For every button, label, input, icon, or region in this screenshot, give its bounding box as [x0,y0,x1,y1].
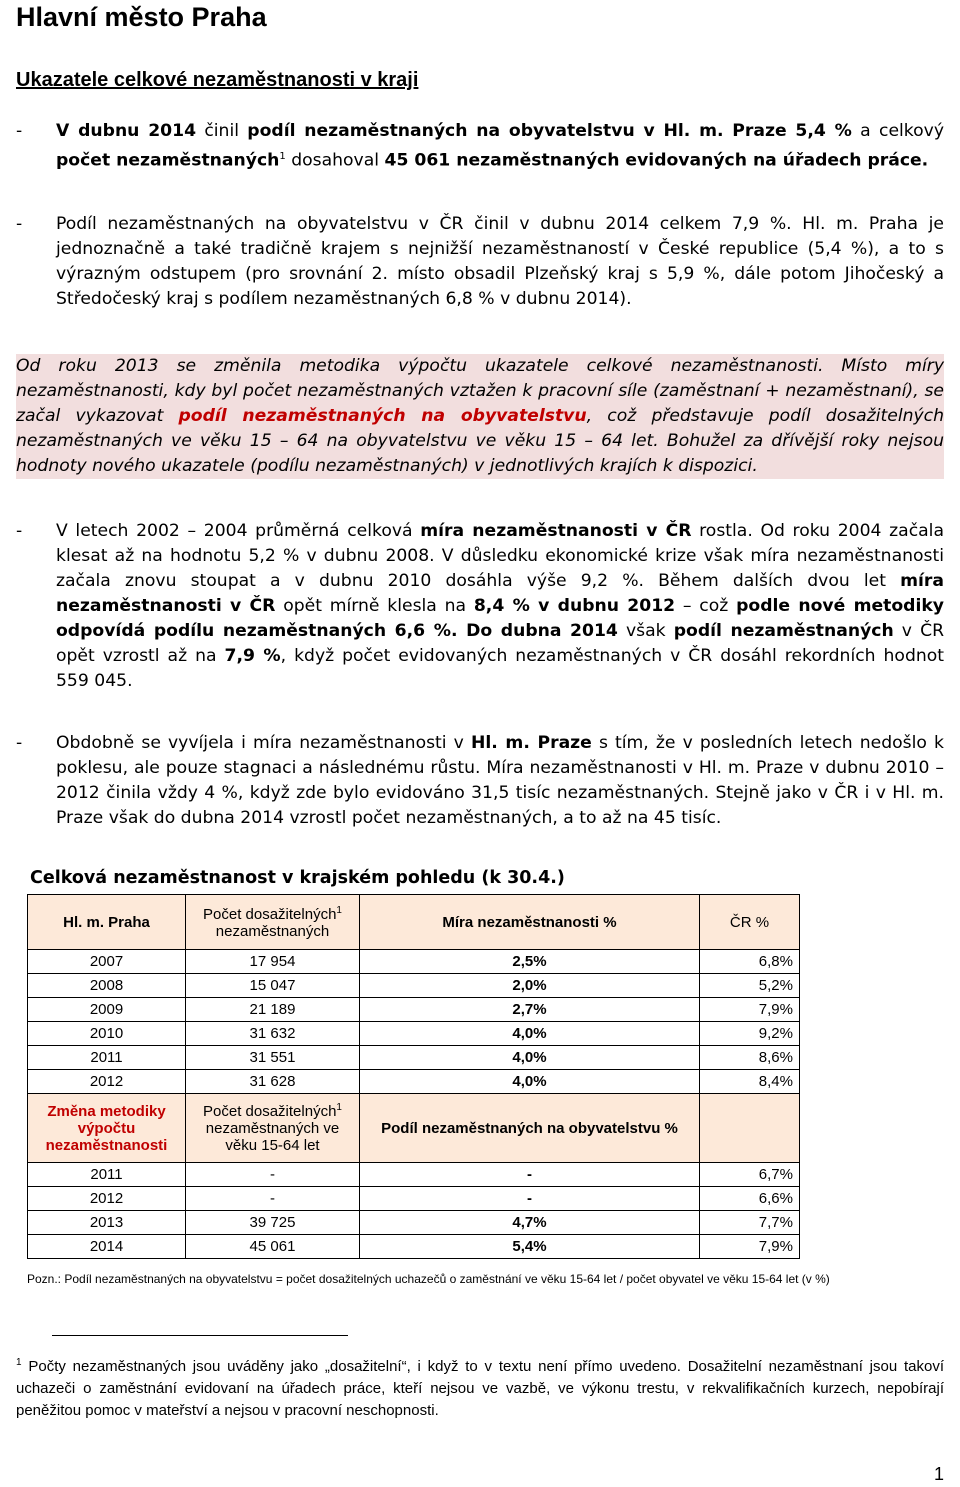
count-cell: - [186,1163,360,1187]
header-rate: Míra nezaměstnanosti % [360,895,700,950]
table-title: Celková nezaměstnanost v krajském pohledu (k 30.4.) [30,868,565,888]
bullet-dash: - [16,521,23,541]
rate-cell: 4,0% [360,1022,700,1046]
table-row [28,974,800,998]
year-cell: 2012 [28,1070,186,1094]
paragraph-1: V dubnu 2014 činil podíl nezaměstnaných na obyvatelstvu v Hl. m. Praze 5,4 % a celkový počet nezaměstnaných$^1$ dosahoval 45 061 nezaměstnaných evidovaných na úřadech práce. [56,121,944,171]
rate-cell: 4,0% [360,1046,700,1070]
page-title: Hlavní město Praha [16,2,267,32]
year-cell: 2011 [28,1046,186,1070]
cr-cell: 6,6% [700,1187,800,1211]
cr-cell: 7,9% [700,998,800,1022]
table-row [28,1235,800,1259]
table-row [28,1211,800,1235]
year-cell: 2010 [28,1022,186,1046]
cr-cell: 6,7% [700,1163,800,1187]
table-header-row [28,1094,800,1163]
cr-cell: 6,8% [700,950,800,974]
table-row [28,950,800,974]
table-row [28,1070,800,1094]
table-row [28,1046,800,1070]
header-method-change: Změna metodiky výpočtu nezaměstnanosti [28,1094,186,1163]
rate-cell: 4,0% [360,1070,700,1094]
cr-cell: 5,2% [700,974,800,998]
page-number: 1 [933,1464,944,1484]
count-cell: 31 551 [186,1046,360,1070]
rate-cell: 2,7% [360,998,700,1022]
cr-cell: 7,7% [700,1211,800,1235]
cr-cell: 8,4% [700,1070,800,1094]
count-cell: 31 632 [186,1022,360,1046]
bullet-dash: - [16,121,23,141]
paragraph-3: V letech 2002 – 2004 průměrná celková míra nezaměstnanosti v ČR rostla. Od roku 2004 začala klesat až na hodnotu 5,2 % v dubnu 2008. V důsledku ekonomické krize však míra nezaměstnanosti začala znovu stoupat a v dubnu 2010 dosáhla výše 9,2 %. Během dalších dvou let míra nezaměstnanosti v ČR opět mírně klesla na 8,4 % v dubnu 2012 – což podle nové metodiky odpovídá podílu nezaměstnaných 6,6 %. Do dubna 2014 však podíl nezaměstnaných v ČR opět vzrostl až na 7,9 %, když počet evidovaných nezaměstnaných v ČR dosáhl rekordních hodnot 559 045. [56,521,945,691]
count-cell: 15 047 [186,974,360,998]
rate-cell: - [360,1163,700,1187]
year-cell: 2007 [28,950,186,974]
rate-cell: 2,0% [360,974,700,998]
count-cell: 21 189 [186,998,360,1022]
count-cell: 45 061 [186,1235,360,1259]
paragraph-2: Podíl nezaměstnaných na obyvatelstvu v ČR činil v dubnu 2014 celkem 7,9 %. Hl. m. Praha je jednoznačně a také tradičně krajem s nejnižší nezaměstnaností v České republice (5,4 %), a to s výrazným odstupem (pro srovnání 2. místo obsadil Plzeňský kraj s 5,9 %, dále potom Jihočeský a Středočeský kraj s podílem nezaměstnaných 6,8 % v dubnu 2014). [56,214,944,309]
cr-cell: 8,6% [700,1046,800,1070]
section-heading: Ukazatele celkové nezaměstnanosti v kraji [16,69,419,91]
table-row [28,1022,800,1046]
bullet-dash: - [16,214,23,234]
year-cell: 2013 [28,1211,186,1235]
table-header-row [28,895,800,950]
paragraph-4: Obdobně se vyvíjela i míra nezaměstnanosti v Hl. m. Praze s tím, že v posledních letech nedošlo k poklesu, ale pouze stagnaci a následnému růstu. Míra nezaměstnanosti v Hl. m. Praze v dubnu 2010 – 2012 činila vždy 4 %, když zde bylo evidováno 31,5 tisíc nezaměstnaných. Stejně jako v ČR i v Hl. m. Praze však do dubna 2014 vzrostl počet nezaměstnaných, a to až na 45 tisíc. [56,733,944,828]
rate-cell: - [360,1187,700,1211]
table-row [28,998,800,1022]
rate-cell: 4,7% [360,1211,700,1235]
cr-cell: 9,2% [700,1022,800,1046]
header-count: Počet dosažitelných$^1$ nezaměstnaných [186,895,360,950]
header-empty [700,1094,800,1163]
count-cell: 17 954 [186,950,360,974]
header-cr: ČR % [700,895,800,950]
count-cell: - [186,1187,360,1211]
bullet-dash: - [16,733,23,753]
rate-cell: 5,4% [360,1235,700,1259]
year-cell: 2014 [28,1235,186,1259]
header-region: Hl. m. Praha [28,895,186,950]
year-cell: 2011 [28,1163,186,1187]
methodology-note: Od roku 2013 se změnila metodika výpočtu ukazatele celkové nezaměstnanosti. Místo míry nezaměstnanosti, kdy byl počet nezaměstnaných vztažen k pracovní síle (zaměstnaní + nezaměstnaní), se začal vykazovat podíl nezaměstnaných na obyvatelstvu, což představuje podíl dosažitelných nezaměstnaných ve věku 15 – 64 na obyvatelstvu ve věku 15 – 64 let. Bohužel za dřívější roky nejsou hodnoty nového ukazatele (podílu nezaměstnaných) v jednotlivých krajích k dispozici. [16,354,944,479]
year-cell: 2008 [28,974,186,998]
table-row [28,1187,800,1211]
header-share: Podíl nezaměstnaných na obyvatelstvu % [360,1094,700,1163]
unemployment-table [27,894,800,1259]
rate-cell: 2,5% [360,950,700,974]
table-row [28,1163,800,1187]
year-cell: 2009 [28,998,186,1022]
cr-cell: 7,9% [700,1235,800,1259]
count-cell: 31 628 [186,1070,360,1094]
footnote: $^1$ Počty nezaměstnaných jsou uváděny jako „dosažitelní“, i když to v textu není přímo uvedeno. Dosažitelní nezaměstnaní jsou takoví uchazeči o zaměstnání evidovaní na úřadech práce, kteří nejsou ve vazbě, ve výkonu trestu, v rekvalifikačních kurzech, nepobírají peněžitou pomoc v mateřství a nejsou v pracovní neschopnosti. [16,1357,944,1419]
count-cell: 39 725 [186,1211,360,1235]
footnote-divider [52,1335,348,1336]
year-cell: 2012 [28,1187,186,1211]
table-note: Pozn.: Podíl nezaměstnaných na obyvatelstvu = počet dosažitelných uchazečů o zaměstnání ve věku 15-64 let / počet obyvatel ve věku 15-64 let (v %) [27,1272,830,1286]
header-count: Počet dosažitelných$^1$ nezaměstnaných ve věku 15-64 let [186,1094,360,1163]
